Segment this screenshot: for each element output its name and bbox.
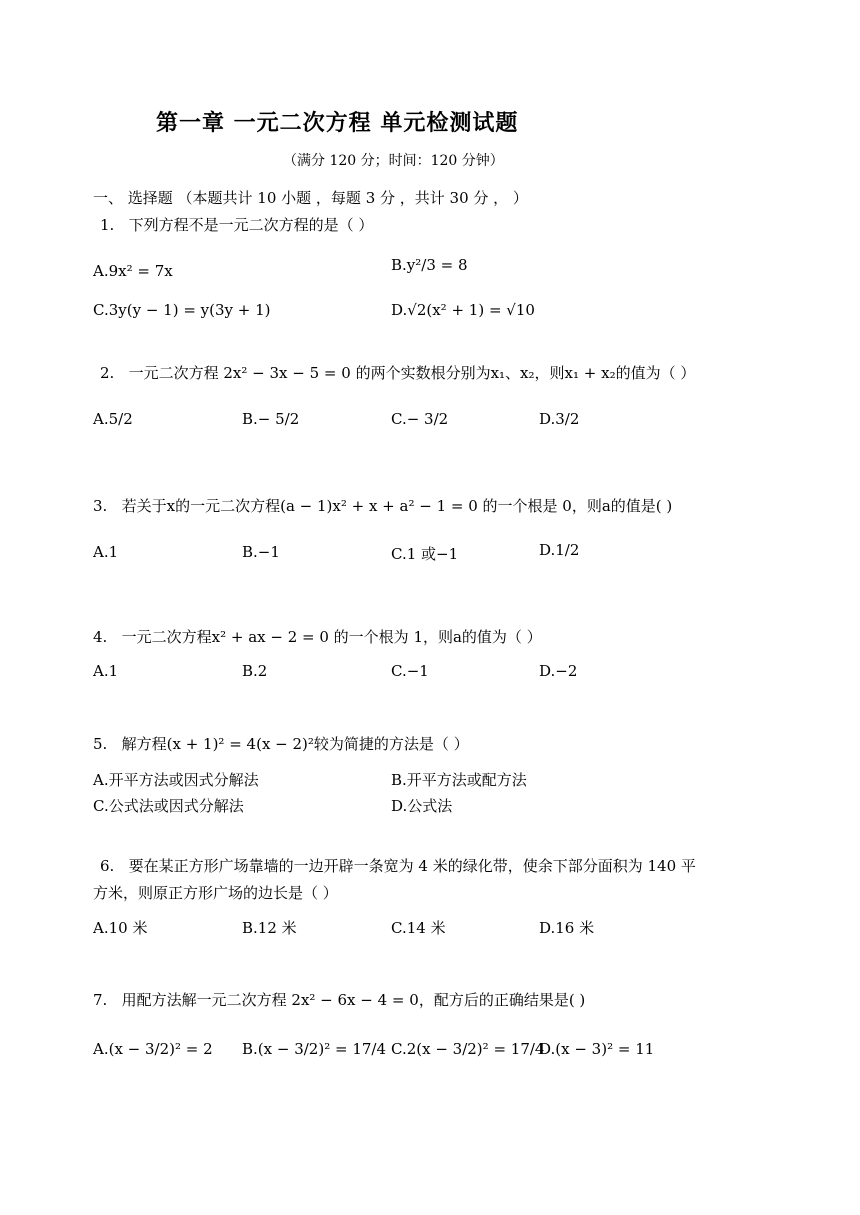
option-6d[interactable]: D.16 米 [539, 919, 595, 937]
question-3 [93, 495, 672, 516]
option-4a[interactable]: A.1 [93, 662, 119, 680]
page-title: 第一章 一元二次方程 单元检测试题 [156, 110, 519, 136]
question-6-line2: 方米，则原正方形广场的边长是（ ） [93, 884, 338, 902]
option-7a[interactable]: A.(x − 3/2)² = 2 [93, 1040, 213, 1058]
question-number: 2. [100, 364, 115, 382]
option-7d[interactable]: D.(x − 3)² = 11 [539, 1040, 655, 1058]
question-stem: 下列方程不是一元二次方程的是（ ） [128, 216, 374, 234]
option-4d[interactable]: D.−2 [539, 662, 578, 680]
section-label: 一、 选择题 （本题共计 10 小题 ，每题 3 分 ，共计 30 分 ， ） [93, 189, 528, 207]
option-1a[interactable]: A.9x² = 7x [93, 262, 173, 280]
question-number: 6. [100, 857, 115, 875]
question-number: 4. [93, 628, 108, 646]
question-number: 1. [100, 216, 115, 234]
option-4c[interactable]: C.−1 [391, 662, 429, 680]
page-subtitle: （满分 120 分；时间：120 分钟） [283, 153, 504, 169]
question-stem: 若关于x的一元二次方程(a − 1)x² + x + a² − 1 = 0 的一个根是 0，则a的值是( ) [121, 497, 673, 515]
option-2b[interactable]: B.− 5/2 [242, 410, 300, 428]
question-6 [100, 855, 696, 876]
option-4b[interactable]: B.2 [242, 662, 268, 680]
option-3b[interactable]: B.−1 [242, 543, 280, 561]
option-5b[interactable]: B.开平方法或配方法 [391, 771, 527, 789]
option-7b[interactable]: B.(x − 3/2)² = 17/4 [242, 1040, 387, 1058]
question-stem: 一元二次方程x² + ax − 2 = 0 的一个根为 1，则a的值为（ ） [121, 628, 542, 646]
question-number: 7. [93, 991, 108, 1009]
option-5d[interactable]: D.公式法 [391, 797, 453, 815]
option-5a[interactable]: A.开平方法或因式分解法 [93, 771, 259, 789]
option-2a[interactable]: A.5/2 [93, 410, 133, 428]
option-3d[interactable]: D.1/2 [539, 541, 580, 559]
option-2c[interactable]: C.− 3/2 [391, 410, 449, 428]
question-stem: 用配方法解一元二次方程 2x² − 6x − 4 = 0，配方后的正确结果是( ) [121, 991, 586, 1009]
question-number: 5. [93, 735, 108, 753]
option-2d[interactable]: D.3/2 [539, 410, 580, 428]
question-5 [93, 733, 469, 754]
option-6c[interactable]: C.14 米 [391, 919, 446, 937]
option-1b[interactable]: B.y²/3 = 8 [391, 256, 468, 274]
question-7 [93, 989, 585, 1010]
question-4 [93, 626, 542, 647]
question-number: 3. [93, 497, 108, 515]
question-stem-line1: 要在某正方形广场靠墙的一边开辟一条宽为 4 米的绿化带，使余下部分面积为 140 平 [128, 857, 696, 875]
question-1 [100, 214, 373, 235]
question-stem: 解方程(x + 1)² = 4(x − 2)²较为简捷的方法是（ ） [121, 735, 469, 753]
option-3c[interactable]: C.1 或−1 [391, 545, 459, 563]
option-1d[interactable]: D.√2(x² + 1) = √10 [391, 301, 535, 319]
option-1c[interactable]: C.3y(y − 1) = y(3y + 1) [93, 301, 271, 319]
option-3a[interactable]: A.1 [93, 543, 119, 561]
option-5c[interactable]: C.公式法或因式分解法 [93, 797, 244, 815]
option-6a[interactable]: A.10 米 [93, 919, 148, 937]
option-7c[interactable]: C.2(x − 3/2)² = 17/4 [391, 1040, 545, 1058]
question-stem: 一元二次方程 2x² − 3x − 5 = 0 的两个实数根分别为x₁、x₂，则x₁ + x₂的值为（ ） [128, 364, 696, 382]
option-6b[interactable]: B.12 米 [242, 919, 297, 937]
question-2 [100, 362, 695, 383]
